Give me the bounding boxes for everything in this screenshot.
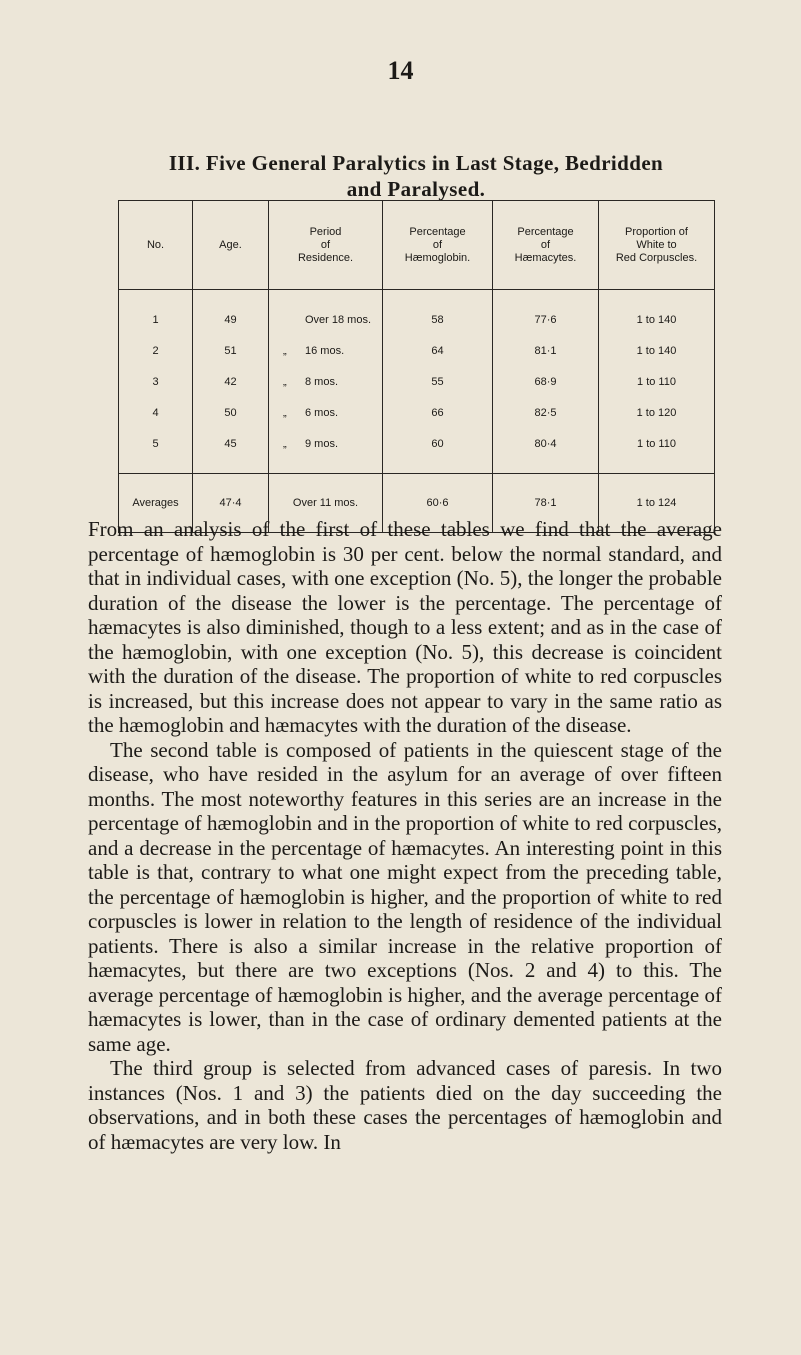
header-haemacytes: Percentage of Hæmacytes. (493, 201, 599, 290)
cell-haemoglobin: 64 (383, 335, 493, 366)
cell-period: „ 6 mos. (269, 397, 383, 428)
header-haemoglobin: Percentage of Hæmoglobin. (383, 201, 493, 290)
table-row (119, 290, 715, 336)
header-no: No. (119, 201, 193, 290)
section-title (96, 150, 736, 202)
cell-haemacytes: 82·5 (493, 397, 599, 428)
cell-haemacytes: 77·6 (493, 290, 599, 336)
table-row (119, 366, 715, 397)
cell-period: „ 8 mos. (269, 366, 383, 397)
averages-label: Averages (119, 474, 193, 533)
cell-haemacytes: 81·1 (493, 335, 599, 366)
cell-no: 2 (119, 335, 193, 366)
body-text (88, 517, 722, 1154)
page-number: 14 (387, 56, 414, 85)
table-header-row (119, 201, 715, 290)
cell-haemoglobin: 66 (383, 397, 493, 428)
cell-proportion: 1 to 120 (599, 397, 715, 428)
cell-proportion: 1 to 110 (599, 428, 715, 474)
cell-age: 45 (193, 428, 269, 474)
cell-period: „ 16 mos. (269, 335, 383, 366)
header-age: Age. (193, 201, 269, 290)
section-title-line-1: III. Five General Paralytics in Last Stage, Bedridden (168, 151, 664, 175)
cell-age: 49 (193, 290, 269, 336)
cell-period: „ 9 mos. (269, 428, 383, 474)
blood-data-table (118, 200, 715, 533)
averages-age: 47·4 (193, 474, 269, 533)
cell-no: 4 (119, 397, 193, 428)
header-period: Period of Residence. (269, 201, 383, 290)
paragraph: The second table is composed of patients in the quiescent stage of the disease, who have resided in the asylum for an average of over fifteen months. The most noteworthy features in this series are an increase in the percentage of hæmoglobin and in the proportion of white to red corpuscles, and a decrease in the percentage of hæmacytes. An interesting point in this table is that, contrary to what one might expect from the preceding table, the percentage of hæmoglobin is higher, and the proportion of white to red corpuscles is lower in relation to the length of residence of the individual patients. There is also a similar increase in the relative proportion of hæmacytes, but there are two exceptions (Nos. 2 and 4) to this. The average percentage of hæmoglobin is higher, and the average percentage of hæmacytes is lower, than in the case of ordinary demented patients at the same age. (88, 737, 722, 1056)
table-row (119, 335, 715, 366)
averages-haemoglobin: 60·6 (383, 474, 493, 533)
cell-proportion: 1 to 140 (599, 335, 715, 366)
cell-haemoglobin: 60 (383, 428, 493, 474)
paragraph: The third group is selected from advanced cases of paresis. In two instances (Nos. 1 and 3) the patients died on the day succeeding the observations, and in both these cases the percentages of hæmoglobin and of hæmacytes are very low. In (88, 1056, 722, 1154)
cell-age: 42 (193, 366, 269, 397)
cell-no: 3 (119, 366, 193, 397)
averages-period: Over 11 mos. (269, 474, 383, 533)
cell-proportion: 1 to 140 (599, 290, 715, 336)
section-title-line-2: and Paralysed. (346, 177, 486, 201)
cell-proportion: 1 to 110 (599, 366, 715, 397)
table-row (119, 397, 715, 428)
cell-haemoglobin: 55 (383, 366, 493, 397)
header-proportion: Proportion of White to Red Corpuscles. (599, 201, 715, 290)
cell-period: Over 18 mos. (269, 290, 383, 336)
cell-haemoglobin: 58 (383, 290, 493, 336)
averages-proportion: 1 to 124 (599, 474, 715, 533)
cell-age: 51 (193, 335, 269, 366)
cell-age: 50 (193, 397, 269, 428)
cell-haemacytes: 80·4 (493, 428, 599, 474)
cell-no: 1 (119, 290, 193, 336)
cell-haemacytes: 68·9 (493, 366, 599, 397)
table-row (119, 428, 715, 474)
averages-haemacytes: 78·1 (493, 474, 599, 533)
cell-no: 5 (119, 428, 193, 474)
paragraph: From an analysis of the first of these tables we find that the average percentage of hæmoglobin is 30 per cent. below the normal standard, and that in individual cases, with one exception (No. 5), the longer the probable duration of the disease the lower is the percentage. The percentage of hæmacytes is also diminished, though to a less extent; and as in the case of the hæmoglobin, with one exception (No. 5), this decrease is coincident with the duration of the disease. The proportion of white to red corpuscles is increased, but this increase does not appear to vary in the same ratio as the hæmoglobin and hæmacytes with the duration of the disease. (88, 517, 722, 737)
